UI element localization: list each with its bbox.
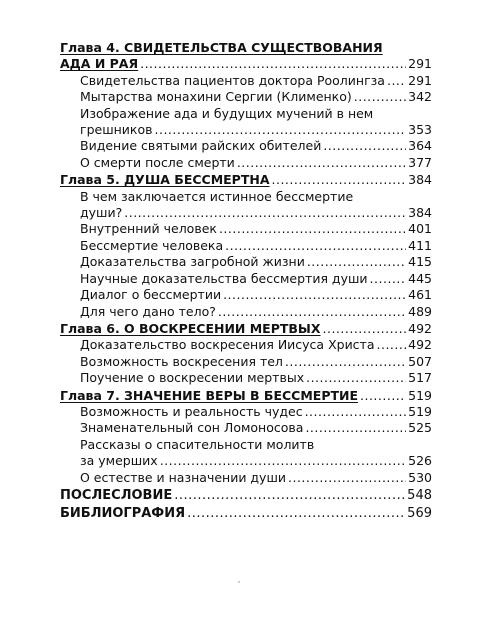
entry-title: Доказательство воскресения Иисуса Христа <box>80 337 375 353</box>
page-number: 377 <box>408 154 432 170</box>
dot-leader <box>387 73 406 89</box>
entry-title: Доказательства загробной жизни <box>80 254 305 270</box>
chapter-4-heading <box>60 56 432 72</box>
dot-leader <box>223 287 406 303</box>
dot-leader <box>160 453 406 469</box>
entry-title: Научные доказательства бессмертия души <box>80 270 368 286</box>
page-number: 353 <box>408 122 432 138</box>
toc-entry <box>60 304 432 320</box>
page-number: 364 <box>408 138 432 154</box>
chapter-5-heading <box>60 172 432 188</box>
page-number: 525 <box>408 420 432 436</box>
table-of-contents <box>60 40 432 523</box>
chapter-title: Глава 5. ДУША БЕССМЕРТНА <box>60 172 270 188</box>
entry-title: Видение святыми райских обителей <box>80 138 322 154</box>
dot-leader <box>218 304 406 320</box>
page-number: 384 <box>408 172 432 188</box>
page-number: 461 <box>408 287 432 303</box>
dot-leader <box>124 205 406 221</box>
entry-title: Бессмертие человека <box>80 237 224 253</box>
entry-title: О естестве и назначении души <box>80 469 287 485</box>
scan-speck <box>238 581 240 583</box>
toc-entry <box>60 470 432 486</box>
entry-title-continued: грешников <box>80 122 153 138</box>
page-number: 517 <box>408 370 432 386</box>
entry-title: Возможность воскресения тел <box>80 353 283 369</box>
page-number: 291 <box>408 56 432 72</box>
page-number: 411 <box>408 237 432 253</box>
entry-title: Мытарства монахини Сергии (Клименко) <box>80 89 352 105</box>
toc-entry <box>60 420 432 436</box>
dot-leader <box>323 321 406 337</box>
entry-title: В чем заключается истинное бессмертие <box>80 188 354 204</box>
page-number: 519 <box>408 387 432 403</box>
entry-title: О смерти после смерти <box>80 154 235 170</box>
entry-title-continued: за умерших <box>80 453 158 469</box>
dot-leader <box>237 155 406 171</box>
entry-title: Изображение ада и будущих мучений в нем <box>80 105 374 121</box>
dot-leader <box>323 138 406 154</box>
page-number: 489 <box>408 303 432 319</box>
entry-title: Знаменательный сон Ломоносова <box>80 420 304 436</box>
dot-leader <box>174 488 405 504</box>
page-number: 401 <box>408 221 432 237</box>
chapter-title: Глава 6. О ВОСКРЕСЕНИИ МЕРТВЫХ <box>60 320 321 336</box>
toc-entry <box>60 205 432 221</box>
toc-entry <box>60 254 432 270</box>
chapter-title: АДА И РАЯ <box>60 56 139 72</box>
entry-title: Рассказы о спасительности молитв <box>80 436 315 452</box>
bibliography-entry <box>60 506 432 522</box>
chapter-4-heading-line1 <box>60 40 432 56</box>
toc-entry <box>60 138 432 154</box>
page-number: 526 <box>408 453 432 469</box>
page-number: 519 <box>408 403 432 419</box>
chapter-7-heading <box>60 388 432 404</box>
dot-leader <box>305 420 406 436</box>
page-number: 445 <box>408 270 432 286</box>
entry-title-continued: души? <box>80 205 123 221</box>
dot-leader <box>307 254 406 270</box>
entry-title: Поучение о воскресении мертвых <box>80 370 305 386</box>
dot-leader <box>285 354 406 370</box>
page-number: 530 <box>408 469 432 485</box>
dot-leader <box>377 337 406 353</box>
dot-leader <box>272 172 406 188</box>
page-number: 569 <box>407 506 432 522</box>
page-number: 384 <box>408 205 432 221</box>
toc-entry <box>60 238 432 254</box>
toc-entry <box>60 73 432 89</box>
dot-leader <box>288 470 406 486</box>
dot-leader <box>219 221 406 237</box>
chapter-6-heading <box>60 321 432 337</box>
toc-entry <box>60 271 432 287</box>
page-number: 291 <box>408 72 432 88</box>
entry-title: Внутренний человек <box>80 221 217 237</box>
entry-title: Свидетельства пациентов доктора Роолингза <box>80 72 385 88</box>
toc-entry <box>60 370 432 386</box>
section-title: ПОСЛЕСЛОВИЕ <box>60 487 173 503</box>
entry-title: Диалог о бессмертии <box>80 287 222 303</box>
toc-entry <box>60 122 432 138</box>
dot-leader <box>354 89 406 105</box>
section-title: БИБЛИОГРАФИЯ <box>60 506 186 522</box>
chapter-title: Глава 7. ЗНАЧЕНИЕ ВЕРЫ В БЕССМЕРТИЕ <box>60 387 359 403</box>
toc-entry <box>60 404 432 420</box>
dot-leader <box>155 122 407 138</box>
dot-leader <box>140 56 406 72</box>
page-number: 548 <box>407 487 432 503</box>
dot-leader <box>370 271 406 287</box>
toc-entry <box>60 354 432 370</box>
toc-entry <box>60 337 432 353</box>
toc-entry <box>60 155 432 171</box>
afterword-entry <box>60 488 432 504</box>
page-number: 492 <box>408 320 432 336</box>
entry-title: Возможность и реальность чудес <box>80 403 303 419</box>
toc-entry <box>60 287 432 303</box>
page-number: 507 <box>408 353 432 369</box>
dot-leader <box>360 388 406 404</box>
toc-entry <box>60 89 432 105</box>
dot-leader <box>225 238 406 254</box>
dot-leader <box>187 506 405 522</box>
page-number: 415 <box>408 254 432 270</box>
chapter-title: Глава 4. СВИДЕТЕЛЬСТВА СУЩЕСТВОВАНИЯ <box>60 40 383 55</box>
page-number: 342 <box>408 89 432 105</box>
dot-leader <box>306 370 406 386</box>
dot-leader <box>305 404 406 420</box>
toc-entry <box>60 453 432 469</box>
toc-entry <box>60 221 432 237</box>
page-number: 492 <box>408 337 432 353</box>
entry-title: Для чего дано тело? <box>80 303 216 319</box>
